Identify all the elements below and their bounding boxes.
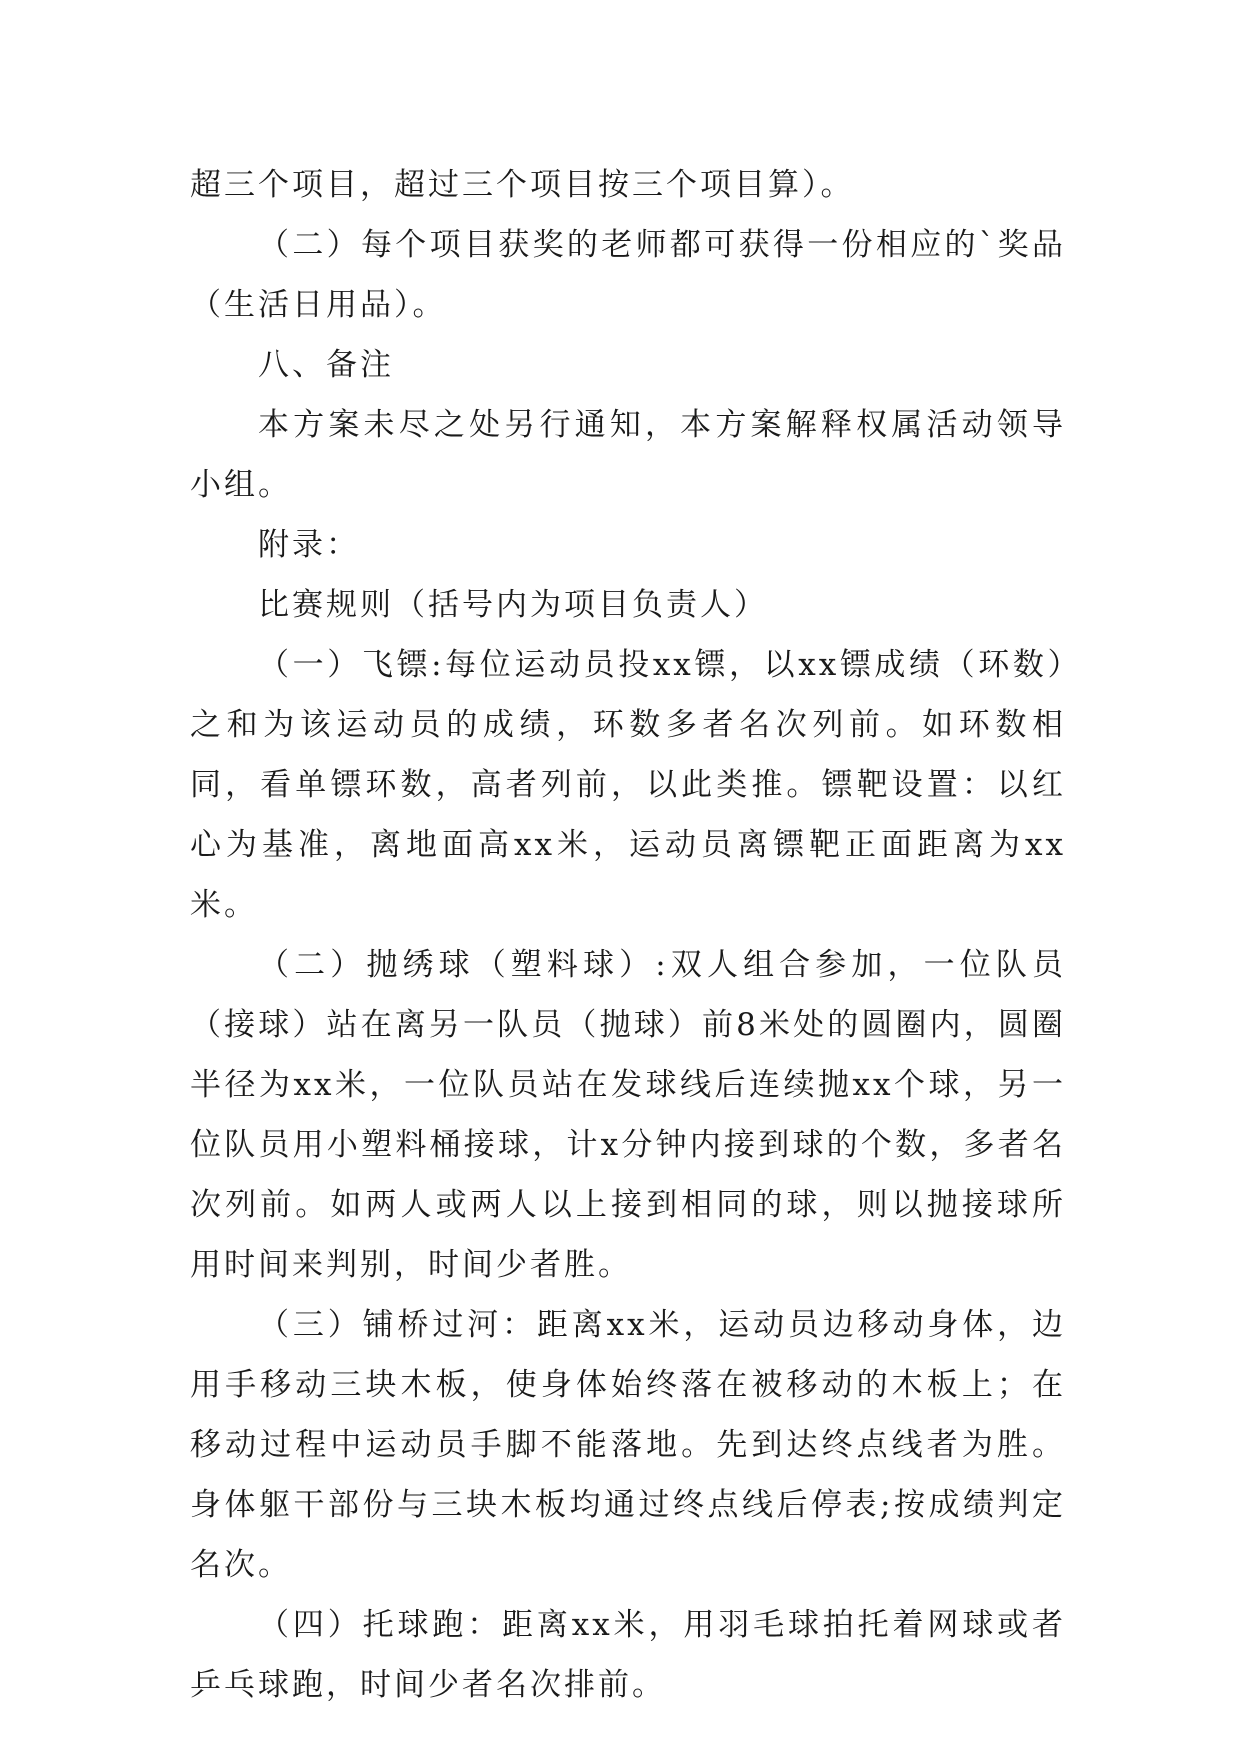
section-heading-remarks: 八、备注 (258, 347, 394, 383)
rule-ball-toss: （二）抛绣球（塑料球）:双人组合参加，一位队员（接球）站在离另一队员（抛球）前8米处的圆圈内，圆圈半径为xx米，一位队员站在发球线后连续抛xx个球，另一位队员用小塑料桶接球，计x分钟内接到球的个数，多者名次列前。如两人或两人以上接到相同的球，则以抛接球所用时间来判别，时间少者胜。 (190, 947, 1066, 1283)
appendix-heading: 附录： (258, 527, 360, 563)
paragraph-remarks: 本方案未尽之处另行通知，本方案解释权属活动领导小组。 (190, 407, 1066, 503)
rules-heading: 比赛规则（括号内为项目负责人） (258, 587, 768, 623)
rule-ball-carry-run: （四）托球跑：距离xx米，用羽毛球拍托着网球或者乒乓球跑，时间少者名次排前。 (190, 1607, 1066, 1703)
paragraph-prize: （二）每个项目获奖的老师都可获得一份相应的`奖品（生活日用品）。 (190, 227, 1066, 323)
rule-darts: （一）飞镖:每位运动员投xx镖，以xx镖成绩（环数）之和为该运动员的成绩，环数多者名次列前。如环数相同，看单镖环数，高者列前，以此类推。镖靶设置：以红心为基准，离地面高xx米，运动员离镖靶正面距离为xx米。 (190, 647, 1066, 923)
document-body (190, 155, 1066, 1715)
paragraph-awards-limit: 超三个项目，超过三个项目按三个项目算）。 (190, 167, 855, 203)
rule-bridge-crossing: （三）铺桥过河：距离xx米，运动员边移动身体，边用手移动三块木板，使身体始终落在被移动的木板上；在移动过程中运动员手脚不能落地。先到达终点线者为胜。身体躯干部份与三块木板均通过终点线后停表;按成绩判定名次。 (190, 1307, 1066, 1583)
